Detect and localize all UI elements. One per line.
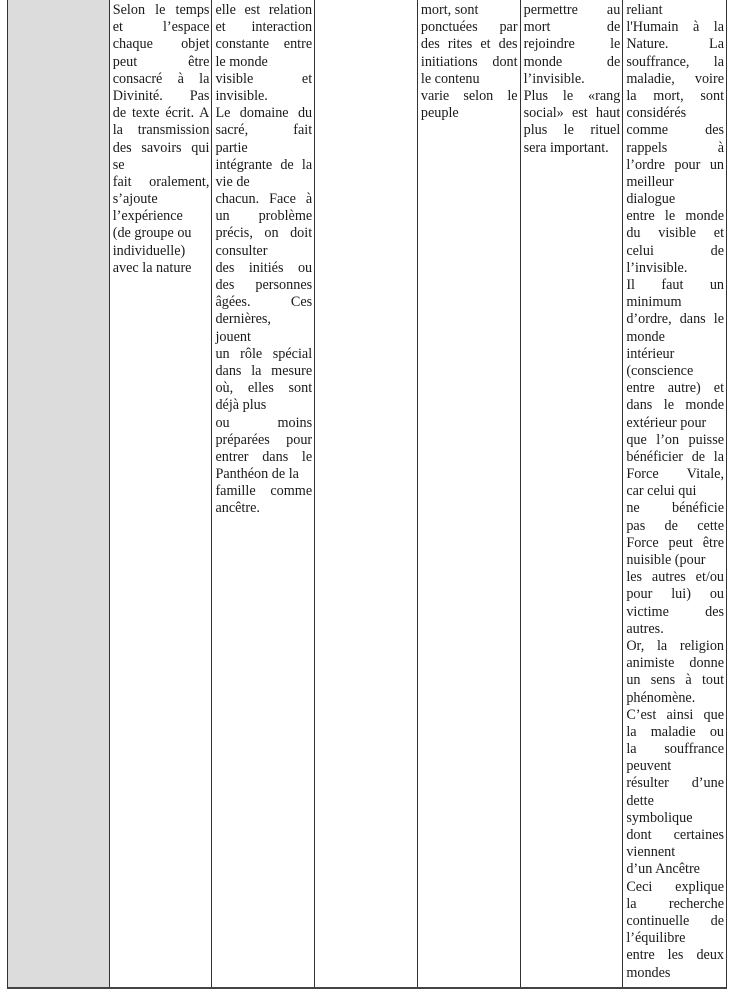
text-line: consulter bbox=[215, 242, 268, 259]
text-line: préparées pour bbox=[215, 431, 313, 448]
text-line: Selon le temps bbox=[112, 2, 210, 18]
text-line: le monde bbox=[215, 53, 268, 70]
text-line: d’ordre, dans le bbox=[626, 311, 725, 328]
text-line: chacun. Face à bbox=[215, 191, 313, 208]
text-line: dans le monde bbox=[626, 397, 725, 414]
text-line: et interaction bbox=[215, 19, 313, 36]
text-line: maladie, voire bbox=[626, 70, 725, 87]
text-line: initiations dont bbox=[420, 53, 518, 70]
text-line: fait oralement, bbox=[112, 173, 210, 190]
text-line: peut être bbox=[112, 53, 210, 70]
text-line: des rites et des bbox=[420, 36, 518, 53]
text-line: celui de bbox=[626, 242, 725, 259]
text-line: intérieur bbox=[626, 345, 675, 362]
text-line: symbolique bbox=[626, 809, 693, 826]
text-line: (de groupe ou bbox=[112, 225, 192, 242]
text-line: s’ajoute bbox=[112, 191, 158, 208]
text-line: l’équilibre bbox=[626, 930, 686, 947]
text-line: l’ordre pour un bbox=[626, 156, 725, 173]
text-line: se bbox=[112, 156, 125, 173]
text-line: varie selon le bbox=[420, 87, 518, 104]
text-line: Or, la religion bbox=[626, 637, 725, 654]
text-line: visible et bbox=[215, 70, 313, 87]
text-line: du visible et bbox=[626, 225, 725, 242]
text-line: dialogue bbox=[626, 191, 676, 208]
text-line: la souffrance bbox=[626, 741, 725, 758]
text-line: dernières, bbox=[215, 311, 271, 328]
text-line: car celui qui bbox=[626, 483, 697, 500]
text-line: bénéficier de la bbox=[626, 448, 725, 465]
table-cell-rang-social bbox=[521, 0, 624, 987]
text-line: considérés bbox=[626, 105, 687, 122]
text-line: reliant bbox=[626, 2, 663, 18]
text-line: victime des bbox=[626, 603, 725, 620]
text-line: un rôle spécial bbox=[215, 345, 313, 362]
text-line: animiste donne bbox=[626, 655, 725, 672]
text-line: entre autre) et bbox=[626, 380, 725, 397]
text-line: Force Vitale, bbox=[626, 466, 725, 483]
text-line: Force peut être bbox=[626, 534, 725, 551]
text-line: la mort, sont bbox=[626, 87, 725, 104]
table-cell-shaded bbox=[8, 0, 110, 987]
text-line: monde bbox=[626, 328, 665, 345]
text-line: mort, sont bbox=[420, 2, 479, 18]
text-line: d’un Ancêtre bbox=[626, 861, 700, 878]
text-line: (conscience bbox=[626, 362, 694, 379]
text-line: invisible. bbox=[215, 87, 268, 104]
text-line: minimum bbox=[626, 294, 682, 311]
text-line: Plus le «rang bbox=[523, 87, 621, 104]
text-line: et l’espace bbox=[112, 19, 210, 36]
text-line: autres. bbox=[626, 620, 664, 637]
text-line: l’invisible. bbox=[523, 70, 585, 87]
text-line: comme des bbox=[626, 122, 725, 139]
table-cell-selon-le-temps bbox=[110, 0, 213, 987]
text-line: sacré, fait bbox=[215, 122, 313, 139]
text-line: Ceci explique bbox=[626, 878, 725, 895]
text-line: Nature. La bbox=[626, 36, 725, 53]
text-line: les autres et/ou bbox=[626, 569, 725, 586]
text-line: chaque objet bbox=[112, 36, 210, 53]
text-line: où, elles sont bbox=[215, 380, 313, 397]
text-line: individuelle) bbox=[112, 242, 186, 259]
text-line: continuelle de bbox=[626, 912, 725, 929]
text-line: âgées. Ces bbox=[215, 294, 313, 311]
text-line: entre le monde bbox=[626, 208, 725, 225]
text-line: précis, on doit bbox=[215, 225, 313, 242]
text-line: elle est relation bbox=[215, 2, 313, 18]
text-line: ancêtre. bbox=[215, 500, 260, 517]
text-line: consacré à la bbox=[112, 70, 210, 87]
text-line: un problème bbox=[215, 208, 313, 225]
text-line: viennent bbox=[626, 844, 676, 861]
text-line: jouent bbox=[215, 328, 251, 345]
text-line: Divinité. Pas bbox=[112, 87, 210, 104]
text-line: de texte écrit. A bbox=[112, 105, 210, 122]
text-line: dont certaines bbox=[626, 827, 725, 843]
table-cell-force-vitale bbox=[623, 0, 726, 987]
text-line: dette bbox=[626, 792, 654, 809]
text-line: monde de bbox=[523, 53, 621, 70]
text-line: Panthéon de la bbox=[215, 466, 299, 483]
text-line: social» est haut bbox=[523, 105, 621, 122]
text-line: famille comme bbox=[215, 483, 313, 500]
text-line: Il faut un bbox=[626, 277, 725, 293]
text-line: partie bbox=[215, 139, 248, 156]
text-line: nuisible (pour bbox=[626, 552, 706, 568]
text-line: la recherche bbox=[626, 895, 725, 912]
text-line: C’est ainsi que bbox=[626, 706, 725, 723]
text-line: peuvent bbox=[626, 758, 672, 775]
text-line: des personnes bbox=[215, 277, 313, 293]
text-line: sera important. bbox=[523, 139, 609, 156]
text-line: peuple bbox=[420, 105, 459, 122]
text-line: ne bénéficie bbox=[626, 500, 725, 517]
text-line: rappels à bbox=[626, 139, 725, 156]
text-line: ponctuées par bbox=[420, 19, 518, 36]
text-line: le contenu bbox=[420, 70, 480, 87]
text-line: l’invisible. bbox=[626, 259, 688, 276]
text-line: déjà plus bbox=[215, 397, 267, 414]
text-line: l'Humain à la bbox=[626, 19, 725, 36]
text-line: des savoirs qui bbox=[112, 139, 210, 156]
text-line: permettre au bbox=[523, 2, 621, 18]
text-line: des initiés ou bbox=[215, 259, 313, 276]
text-line: phénomène. bbox=[626, 689, 696, 706]
table-cell-empty bbox=[315, 0, 418, 987]
text-line: l’expérience bbox=[112, 208, 183, 225]
text-line: plus le rituel bbox=[523, 122, 621, 139]
text-line: entrer dans le bbox=[215, 448, 313, 465]
text-line: meilleur bbox=[626, 173, 674, 190]
table-cell-rites-initiations bbox=[418, 0, 521, 987]
text-line: un sens à tout bbox=[626, 672, 725, 689]
text-line: ou moins bbox=[215, 414, 313, 431]
text-line: mort de bbox=[523, 19, 621, 36]
text-line: rejoindre le bbox=[523, 36, 621, 53]
text-line: pour lui) ou bbox=[626, 586, 725, 603]
text-line: Le domaine du bbox=[215, 105, 313, 122]
text-line: vie de bbox=[215, 173, 250, 190]
text-line: extérieur pour bbox=[626, 414, 707, 431]
text-line: entre les deux bbox=[626, 947, 725, 964]
text-line: que l’on puisse bbox=[626, 431, 725, 448]
document-table bbox=[7, 0, 727, 989]
text-line: avec la nature bbox=[112, 259, 192, 276]
text-line: mondes bbox=[626, 964, 671, 981]
text-line: intégrante de la bbox=[215, 156, 313, 173]
text-line: dans la mesure bbox=[215, 362, 313, 379]
text-line: résulter d’une bbox=[626, 775, 725, 792]
text-line: souffrance, la bbox=[626, 53, 725, 70]
text-line: constante entre bbox=[215, 36, 313, 53]
text-line: la maladie ou bbox=[626, 723, 725, 740]
table-cell-relation-visible-invisible bbox=[212, 0, 315, 987]
text-line: la transmission bbox=[112, 122, 210, 139]
text-line: pas de cette bbox=[626, 517, 725, 534]
